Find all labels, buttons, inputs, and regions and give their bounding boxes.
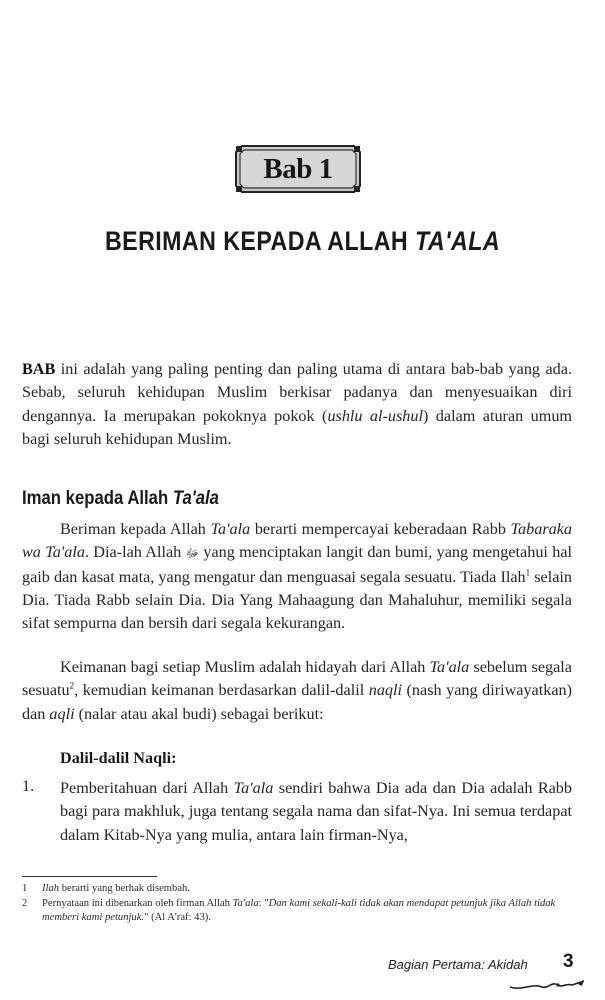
list-s1: Pemberitahuan dari Allah (60, 779, 234, 797)
section-heading-italic: Ta'ala (172, 488, 219, 509)
intro-text: ini adalah yang paling penting dan paling utama di antara bab-bab yang ada. Sebab, seluruh kehidupan Muslim berkisar padanya dan menyesuaikan diri dengannya. Ia merupakan pokoknya pokok ( (22, 360, 572, 425)
footnote-2-text2: : " (258, 898, 269, 909)
chapter-badge (234, 144, 362, 194)
section-heading-main: Iman kepada Allah (22, 488, 173, 509)
intro-paragraph (22, 358, 572, 451)
chapter-number: Bab 1 (263, 152, 333, 185)
running-footer: Bagian Pertama: Akidah (388, 957, 528, 972)
paragraph-1 (22, 518, 572, 635)
footnote-ref-2: 2 (69, 680, 75, 691)
subheading-dalil-naqli: Dalil-dalil Naqli: (60, 749, 177, 767)
footnote-2-text3: " (Al A'raf: 43). (144, 912, 211, 923)
p2-s2: sebelum segala sesuatu (22, 658, 572, 700)
footnote-2-text: Pernyataan ini dibenarkan oleh firman Allah (42, 898, 233, 909)
footnote-divider (22, 876, 157, 877)
footnote-1-number: 1 (22, 883, 28, 894)
p2-t3: aqli (49, 704, 75, 723)
chapter-title (42, 226, 562, 257)
p2-s4: (nash yang diriwayatkan) dan (22, 681, 572, 723)
section-heading (22, 488, 219, 510)
list-item-number: 1. (22, 777, 35, 795)
chapter-title-main: BERIMAN KEPADA ALLAH (104, 226, 415, 256)
footnote-ref-1: 1 (525, 567, 531, 578)
intro-term: ushlu al-ushul (327, 406, 423, 425)
footnote-2-quote: Dan kami sekali-kali tidak akan mendapat petunjuk jika Allah tidak memberi kami petunjuk. (42, 898, 556, 923)
page-number: 3 (563, 951, 574, 972)
list-s2: sendiri bahwa Dia ada dan Dia adalah Rabb bagi para makhluk, juga tentang segala nama dan sifat-Nya. Ini semua terdapat dalam Kitab-Nya yang mulia, antara lain firman-Nya, (60, 779, 572, 844)
chapter-title-italic: TA'ALA (414, 226, 501, 256)
p2-s5: (nalar atau akal budi) sebagai berikut: (74, 704, 324, 723)
footnote-2-italic: Ta'ala (232, 898, 259, 909)
p2-t1: Ta'ala (429, 658, 470, 676)
list-item (60, 777, 572, 847)
p1-s2: berarti mempercayai keberadaan Rabb (250, 520, 511, 538)
footnote-1-term: Ilah (42, 883, 60, 894)
p1-s3: . Dia-lah Allah (84, 543, 186, 562)
p1-s1: Beriman kepada Allah (60, 520, 211, 538)
flourish-ornament-icon (508, 975, 588, 995)
p2-t2: naqli (368, 681, 402, 700)
p1-s4: yang menciptakan langit dan bumi, yang mengetahui hal gaib dan kasat mata, yang mengatur dan menguasai segala sesuatu. Tiada Ilah (22, 543, 572, 586)
paragraph-2 (22, 656, 572, 726)
p1-t1: Ta'ala (210, 520, 251, 538)
p1-s5: selain Dia. Tiada Rabb selain Dia. Dia Yang Mahaagung dan Mahaluhur, memiliki segala sifat sempurna dan bersih dari segala kekurangan. (22, 567, 573, 633)
list-t1: Ta'ala (233, 779, 274, 797)
footnote-2-number: 2 (22, 898, 28, 909)
footnote-1-text: berarti yang berhak disembah. (59, 883, 190, 894)
honorific-glyph: ﷻ (185, 546, 200, 561)
intro-text-end: ) dalam aturan umum bagi seluruh kehidupan Muslim. (22, 406, 573, 448)
p1-t2: Tabaraka wa Ta'ala (22, 520, 573, 562)
p2-s3: , kemudian keimanan berdasarkan dalil-dalil (74, 681, 369, 700)
p2-s1: Keimanan bagi setiap Muslim adalah hidayah dari Allah (60, 658, 430, 676)
intro-lead: BAB (22, 360, 56, 378)
